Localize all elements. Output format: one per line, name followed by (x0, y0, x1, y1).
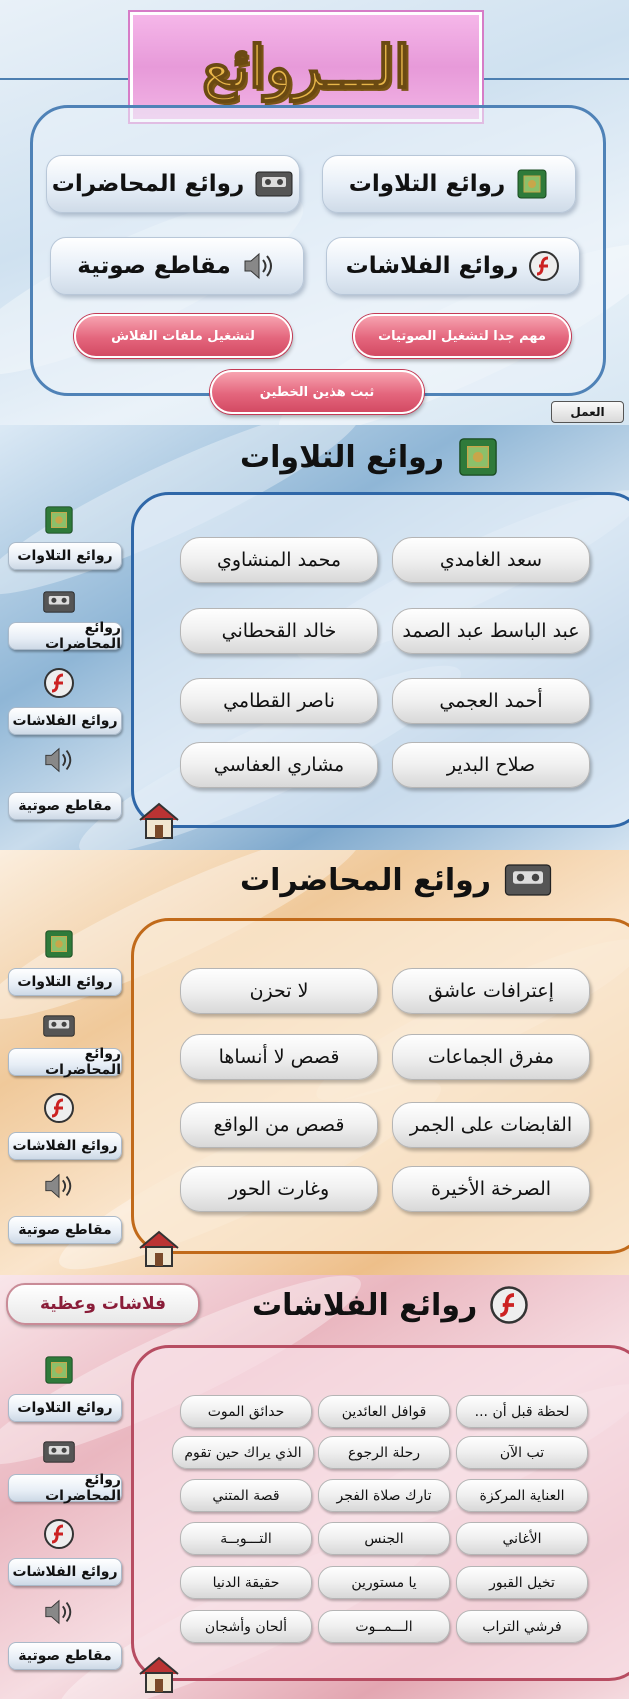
lecture-item[interactable]: الصرخة الأخيرة (392, 1166, 590, 1212)
flash-item[interactable]: قصة المتني (180, 1479, 312, 1512)
quran-icon[interactable] (42, 504, 76, 536)
reciter-item[interactable]: سعد الغامدي (392, 537, 590, 583)
flashes-title: روائع الفلاشات (252, 1285, 529, 1325)
sidebar-item-lectures[interactable]: روائع المحاضرات (8, 622, 122, 650)
flash-item[interactable]: فرشي التراب (456, 1610, 588, 1643)
menu-button-audio[interactable]: مقاطع صوتية (50, 237, 304, 295)
sidebar-item-audio[interactable]: مقاطع صوتية (8, 1216, 122, 1244)
sidebar-item-recitations[interactable]: روائع التلاوات (8, 542, 122, 570)
reciter-item[interactable]: صلاح البدير (392, 742, 590, 788)
lecture-item[interactable]: قصص من الواقع (180, 1102, 378, 1148)
sidebar-item-flashes[interactable]: روائع الفلاشات (8, 1132, 122, 1160)
lecture-item[interactable]: إعترافات عاشق (392, 968, 590, 1014)
flash-item[interactable]: الأغاني (456, 1522, 588, 1555)
flash-item[interactable]: حقيقة الدنيا (180, 1566, 312, 1599)
reciter-item[interactable]: خالد القحطاني (180, 608, 378, 654)
flash-icon[interactable] (42, 1518, 76, 1550)
flash-item[interactable]: الجنس (318, 1522, 450, 1555)
cassette-icon (503, 860, 553, 900)
quran-icon[interactable] (42, 1354, 76, 1386)
cassette-icon[interactable] (42, 1436, 76, 1468)
lecture-item[interactable]: قصص لا أنساها (180, 1034, 378, 1080)
lecture-item[interactable]: لا تحزن (180, 968, 378, 1014)
sidebar-item-flashes[interactable]: روائع الفلاشات (8, 707, 122, 735)
reciter-item[interactable]: مشاري العفاسي (180, 742, 378, 788)
lectures-title: روائع المحاضرات (240, 860, 553, 900)
flash-icon (528, 250, 560, 282)
flash-item[interactable]: يا مستورين (318, 1566, 450, 1599)
flash-item[interactable]: تخيل القبور (456, 1566, 588, 1599)
sidebar-item-audio[interactable]: مقاطع صوتية (8, 1642, 122, 1670)
flash-item[interactable]: رحلة الرجوع (318, 1436, 450, 1469)
menu-button-flashes[interactable]: روائع الفلاشات (326, 237, 580, 295)
menu-button-recitations[interactable]: روائع التلاوات (322, 155, 576, 213)
recitations-title: روائع التلاوات (240, 435, 500, 479)
sidebar-item-audio[interactable]: مقاطع صوتية (8, 792, 122, 820)
speaker-icon[interactable] (42, 1596, 76, 1628)
flash-item[interactable]: قوافل العائدين (318, 1395, 450, 1428)
home-icon[interactable] (136, 1228, 182, 1268)
sidebar-item-lectures[interactable]: روائع المحاضرات (8, 1474, 122, 1502)
speaker-icon[interactable] (42, 744, 76, 776)
flash-item[interactable]: لحظة قبل أن ... (456, 1395, 588, 1428)
reciter-item[interactable]: ناصر القطامي (180, 678, 378, 724)
cassette-icon[interactable] (42, 586, 76, 618)
install-fonts-button[interactable]: ثبت هذين الخطين (210, 370, 424, 414)
reciter-item[interactable]: أحمد العجمي (392, 678, 590, 724)
sidebar-item-recitations[interactable]: روائع التلاوات (8, 1394, 122, 1422)
flash-category-tag[interactable]: فلاشات وعظية (6, 1283, 200, 1325)
flash-item[interactable]: تب الآن (456, 1436, 588, 1469)
lecture-item[interactable]: وغارت الحور (180, 1166, 378, 1212)
flash-icon[interactable] (42, 667, 76, 699)
sidebar-item-flashes[interactable]: روائع الفلاشات (8, 1558, 122, 1586)
quran-icon (456, 435, 500, 479)
divider-left (0, 78, 130, 80)
speaker-icon[interactable] (42, 1170, 76, 1202)
flash-item[interactable]: العناية المركزة (456, 1479, 588, 1512)
cassette-icon (254, 169, 294, 199)
lecture-item[interactable]: مفرق الجماعات (392, 1034, 590, 1080)
flash-icon (489, 1285, 529, 1325)
flash-item[interactable]: ألحان وأشجان (180, 1610, 312, 1643)
home-icon[interactable] (136, 1654, 182, 1694)
sidebar-item-lectures[interactable]: روائع المحاضرات (8, 1048, 122, 1076)
lecture-item[interactable]: القابضات على الجمر (392, 1102, 590, 1148)
main-menu-section (0, 0, 629, 425)
home-icon[interactable] (136, 800, 182, 840)
quran-icon (515, 167, 549, 201)
reciter-item[interactable]: عبد الباسط عبد الصمد (392, 608, 590, 654)
divider-right (480, 78, 629, 80)
audio-requirement-button[interactable]: مهم جدا لتشغيل الصوتيات (353, 314, 571, 358)
speaker-icon (241, 249, 277, 283)
flash-icon[interactable] (42, 1092, 76, 1124)
quran-icon[interactable] (42, 928, 76, 960)
reciter-item[interactable]: محمد المنشاوي (180, 537, 378, 583)
flash-requirement-button[interactable]: لتشغيل ملفات الفلاش (74, 314, 292, 358)
flash-item[interactable]: الـــمــوت (318, 1610, 450, 1643)
cassette-icon[interactable] (42, 1010, 76, 1042)
menu-button-lectures[interactable]: روائع المحاضرات (46, 155, 300, 213)
sidebar-item-recitations[interactable]: روائع التلاوات (8, 968, 122, 996)
flash-item[interactable]: تارك صلاة الفجر (318, 1479, 450, 1512)
flash-item[interactable]: الذي يراك حين تقوم (172, 1436, 314, 1469)
logo-title: الـــروائع (202, 33, 410, 101)
flash-item[interactable]: التـــوبــة (180, 1522, 312, 1555)
flash-item[interactable]: حدائق الموت (180, 1395, 312, 1428)
work-tag[interactable]: العمل (551, 401, 624, 423)
